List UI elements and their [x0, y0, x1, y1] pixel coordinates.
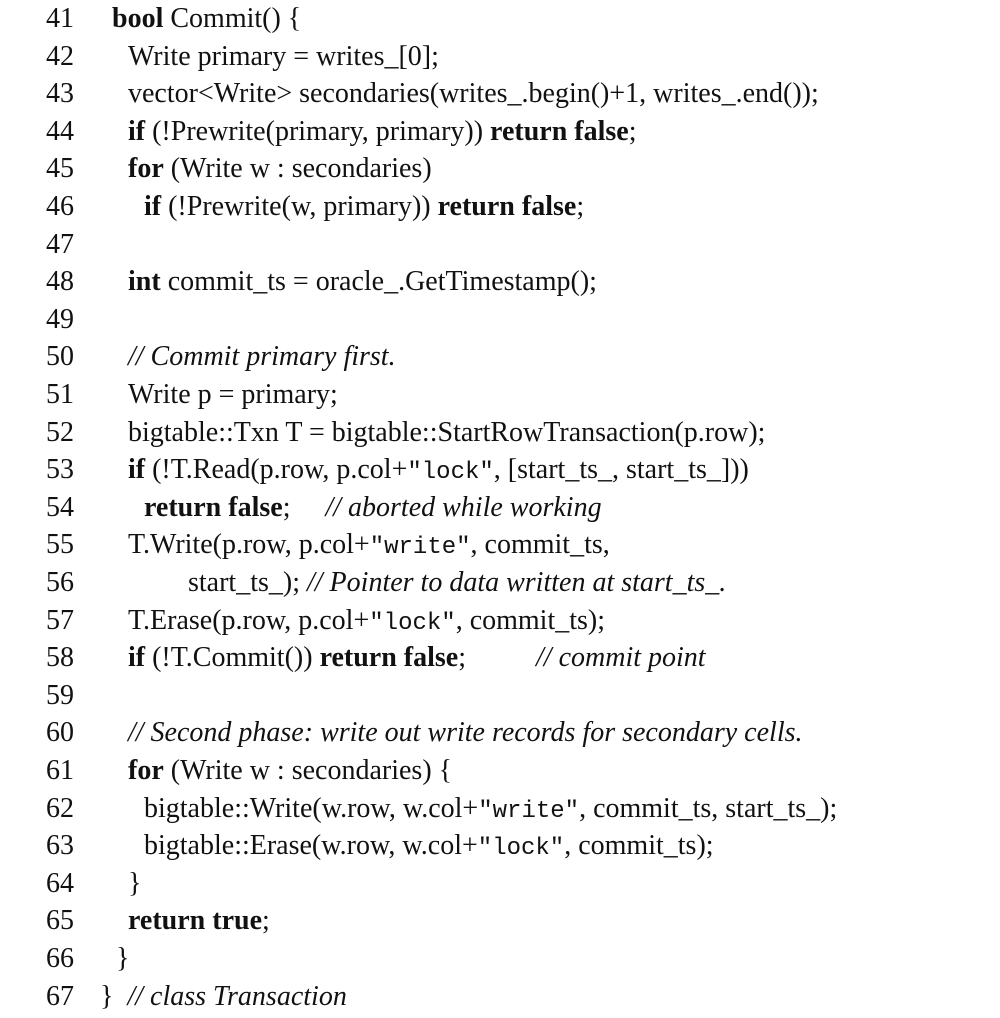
code-keyword: int	[128, 266, 161, 298]
code-text: (Write w : secondaries) {	[163, 755, 453, 786]
line-number: 59	[46, 679, 74, 711]
code-text: ;	[262, 905, 270, 937]
line-code	[128, 714, 803, 752]
code-line	[0, 0, 1000, 38]
code-text: (!T.Read(p.row, p.col+	[145, 454, 408, 486]
code-text: , commit_ts);	[455, 604, 606, 636]
line-code	[128, 113, 637, 151]
line-code	[144, 827, 714, 868]
code-line	[0, 113, 1000, 151]
code-line	[0, 75, 1000, 113]
code-comment: // aborted while working	[325, 491, 602, 523]
line-number: 67	[46, 980, 74, 1012]
code-text: T.Write(p.row, p.col+	[128, 529, 370, 561]
code-line	[0, 338, 1000, 376]
code-keyword: return false	[319, 642, 459, 674]
code-text: ;	[282, 491, 326, 523]
line-code	[188, 564, 726, 602]
code-string-literal: "lock"	[407, 459, 494, 487]
line-number: 60	[46, 717, 74, 749]
code-line	[0, 376, 1000, 414]
code-text: Write primary = writes_[0];	[128, 40, 439, 72]
line-number: 46	[46, 191, 74, 222]
code-text: start_ts_);	[188, 567, 307, 598]
code-comment: // commit point	[536, 642, 706, 674]
line-code	[144, 790, 837, 831]
line-code	[100, 978, 347, 1016]
line-number: 42	[46, 40, 74, 72]
code-line	[0, 188, 1000, 226]
line-number: 55	[46, 529, 74, 561]
line-number: 47	[46, 228, 74, 260]
line-code	[128, 902, 270, 940]
code-comment: // class Transaction	[127, 980, 347, 1012]
code-text: commit_ts = oracle_.GetTimestamp();	[160, 266, 597, 298]
code-text: bigtable::Txn T = bigtable::StartRowTransaction(p.row);	[128, 416, 766, 448]
line-number: 66	[46, 943, 74, 974]
code-text: , commit_ts,	[470, 529, 610, 561]
code-text: , commit_ts, start_ts_);	[579, 792, 838, 824]
code-string-literal: "write"	[478, 797, 580, 825]
code-text: (Write w : secondaries)	[163, 153, 432, 185]
line-number: 54	[46, 491, 74, 523]
code-text: Write p = primary;	[128, 379, 338, 410]
code-keyword: if	[128, 115, 146, 147]
code-line	[0, 526, 1000, 564]
code-keyword: if	[144, 191, 162, 222]
code-keyword: return true	[128, 905, 262, 937]
code-keyword: return false	[490, 115, 629, 147]
line-number: 49	[46, 303, 74, 335]
line-number: 64	[46, 867, 74, 899]
line-code	[144, 188, 584, 226]
code-line	[0, 677, 1000, 715]
code-line	[0, 790, 1000, 828]
code-text: bigtable::Write(w.row, w.col+	[144, 792, 479, 824]
code-line	[0, 827, 1000, 865]
code-keyword: bool	[112, 3, 164, 34]
code-text: T.Erase(p.row, p.col+	[128, 604, 370, 636]
line-number: 65	[46, 905, 74, 937]
code-line	[0, 301, 1000, 339]
line-number: 62	[46, 792, 74, 824]
code-keyword: return false	[144, 491, 283, 523]
code-text: Commit() {	[163, 3, 302, 34]
line-code	[128, 263, 597, 301]
line-code	[116, 940, 129, 978]
code-text: }	[116, 943, 130, 974]
line-number: 63	[46, 830, 74, 862]
code-line	[0, 639, 1000, 677]
code-text: vector<Write> secondaries(writes_.begin()+1, writes_.end());	[128, 78, 819, 110]
line-number: 58	[46, 642, 74, 674]
code-line	[0, 451, 1000, 489]
line-number: 51	[46, 379, 74, 410]
line-number: 52	[46, 416, 74, 448]
line-code	[128, 639, 706, 677]
code-text: ;	[576, 191, 585, 222]
code-text: }	[128, 867, 142, 899]
code-text: , commit_ts);	[564, 830, 714, 862]
line-number: 57	[46, 604, 74, 636]
line-code	[128, 75, 819, 113]
line-code	[128, 752, 452, 790]
line-code	[128, 414, 765, 452]
code-comment: // Second phase: write out write records for secondary cells.	[128, 717, 803, 749]
code-string-literal: "write"	[369, 534, 471, 562]
code-comment: // Pointer to data written at start_ts_.	[307, 567, 727, 598]
code-text: (!Prewrite(w, primary))	[161, 191, 438, 222]
code-keyword: if	[128, 642, 146, 674]
code-text: (!Prewrite(primary, primary))	[145, 115, 491, 147]
code-line	[0, 940, 1000, 978]
code-keyword: for	[128, 153, 164, 185]
code-text: }	[100, 980, 128, 1012]
code-line	[0, 865, 1000, 903]
code-line	[0, 564, 1000, 602]
code-text: bigtable::Erase(w.row, w.col+	[144, 830, 478, 862]
line-code	[112, 0, 301, 38]
code-keyword: return false	[437, 191, 577, 222]
line-code	[128, 526, 610, 567]
code-comment: // Commit primary first.	[128, 341, 396, 373]
line-code	[128, 338, 396, 376]
line-code	[128, 150, 432, 188]
code-line	[0, 978, 1000, 1016]
line-number: 45	[46, 153, 74, 185]
code-text: , [start_ts_, start_ts_]))	[493, 454, 749, 486]
code-keyword: if	[128, 454, 146, 486]
line-code	[128, 602, 605, 643]
code-line	[0, 602, 1000, 640]
code-line	[0, 489, 1000, 527]
code-line	[0, 752, 1000, 790]
code-text: ;	[458, 642, 537, 674]
code-line	[0, 150, 1000, 188]
line-number: 50	[46, 341, 74, 373]
line-number: 43	[46, 78, 74, 110]
line-number: 61	[46, 755, 74, 786]
code-keyword: for	[128, 755, 164, 786]
line-number: 41	[46, 3, 74, 34]
code-line	[0, 414, 1000, 452]
code-line	[0, 226, 1000, 264]
line-number: 48	[46, 266, 74, 298]
line-number: 44	[46, 115, 74, 147]
code-text: ;	[628, 115, 637, 147]
code-line	[0, 902, 1000, 940]
line-code	[128, 451, 749, 492]
line-code	[144, 489, 602, 527]
code-string-literal: "lock"	[477, 835, 565, 863]
line-number: 53	[46, 454, 74, 486]
code-line	[0, 263, 1000, 301]
line-number: 56	[46, 567, 74, 598]
line-code	[128, 38, 439, 76]
code-text: (!T.Commit())	[145, 642, 320, 674]
line-code	[128, 865, 141, 903]
code-line	[0, 38, 1000, 76]
line-code	[128, 376, 338, 414]
code-string-literal: "lock"	[369, 609, 456, 637]
code-line	[0, 714, 1000, 752]
